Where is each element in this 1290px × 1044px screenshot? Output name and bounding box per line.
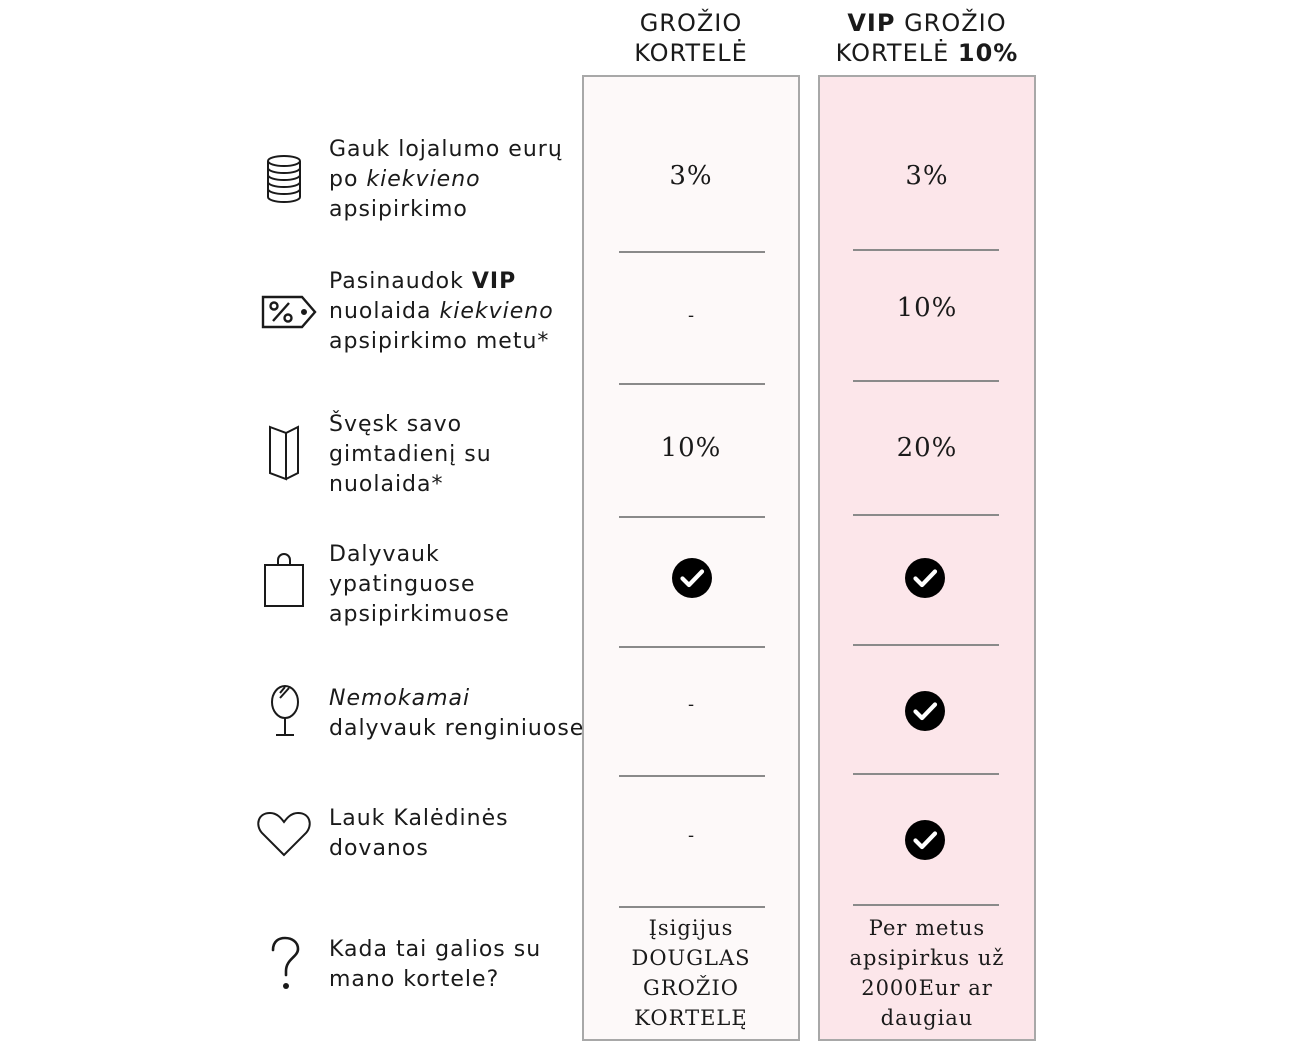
card-icon: [266, 423, 302, 481]
vip-birthday-value: 20%: [896, 433, 958, 463]
standard-condition: [583, 913, 799, 1033]
benefit-emphasis: kiekvieno: [366, 167, 481, 192]
benefit-line: ypatinguose: [329, 572, 476, 597]
benefit-text: Pasinaudok: [329, 269, 472, 294]
row-divider: [853, 904, 999, 906]
benefit-text: po: [329, 167, 367, 192]
standard-header-line2: KORTELĖ: [634, 39, 748, 67]
benefit-line: gimtadienį su: [329, 442, 492, 467]
row-divider: [619, 516, 765, 518]
benefit-line: [329, 165, 563, 195]
check-icon: [905, 691, 945, 731]
benefit-line: nuolaida*: [329, 472, 444, 497]
row-divider: [853, 644, 999, 646]
condition-line: Įsigijus: [648, 916, 734, 940]
benefit-bold: VIP: [471, 269, 517, 294]
benefit-line: Dalyvauk: [329, 542, 440, 567]
standard-header-line1: GROŽIO: [639, 9, 743, 37]
benefit-line: apsipirkimuose: [329, 602, 510, 627]
question-icon: [268, 935, 302, 993]
standard-card-header: [581, 8, 801, 68]
row-divider: [619, 383, 765, 385]
discount-tag-icon: [260, 294, 318, 330]
condition-line: Per metus: [868, 916, 986, 940]
row-divider: [853, 514, 999, 516]
benefit-christmas-gift: [329, 804, 509, 864]
row-divider: [853, 380, 999, 382]
coins-icon: [256, 154, 306, 206]
shopping-bag-icon: [262, 552, 306, 610]
check-icon: [905, 558, 945, 598]
vip-condition: [819, 913, 1035, 1033]
check-icon: [672, 558, 712, 598]
benefit-line: [329, 297, 554, 327]
benefit-vip-discount: [329, 267, 554, 357]
condition-line: apsipirkus už: [849, 946, 1005, 970]
standard-loyalty-value: 3%: [669, 161, 713, 191]
benefit-text: nuolaida: [329, 299, 440, 324]
benefit-line: mano kortele?: [329, 967, 500, 992]
vip-word: VIP: [847, 9, 896, 37]
condition-line: daugiau: [880, 1006, 974, 1030]
standard-birthday-value: 10%: [660, 433, 722, 463]
benefit-emphasis: Nemokamai: [329, 686, 471, 711]
benefit-line: Gauk lojalumo eurų: [329, 137, 563, 162]
condition-line: KORTELĘ: [634, 1006, 748, 1030]
benefit-line: Lauk Kalėdinės: [329, 806, 509, 831]
vip-header-line1-rest: GROŽIO: [895, 9, 1007, 37]
benefit-free-events: [329, 684, 584, 744]
benefit-line: dalyvauk renginiuose: [329, 716, 585, 741]
heart-icon: [256, 810, 312, 858]
vip-header-line1: [817, 8, 1037, 38]
benefit-line: [329, 684, 584, 714]
row-divider: [853, 773, 999, 775]
vip-header-line2-word: KORTELĖ: [835, 39, 958, 67]
row-divider: [619, 646, 765, 648]
benefit-special-shopping: [329, 540, 510, 630]
benefit-birthday-discount: [329, 410, 492, 500]
benefit-emphasis: kiekvieno: [439, 299, 554, 324]
vip-header-percent: 10%: [957, 39, 1019, 67]
standard-gift-value: -: [687, 825, 695, 846]
benefit-when-applies: [329, 935, 541, 995]
row-divider: [619, 906, 765, 908]
condition-line: DOUGLAS: [631, 946, 751, 970]
row-divider: [619, 251, 765, 253]
benefit-line: apsipirkimo metu*: [329, 329, 550, 354]
check-icon: [905, 820, 945, 860]
vip-header-line2: [817, 38, 1037, 68]
mirror-icon: [268, 683, 302, 739]
benefit-loyalty-euros: [329, 135, 563, 225]
condition-line: 2000Eur ar: [861, 976, 993, 1000]
benefit-line: Švęsk savo: [329, 412, 463, 437]
benefit-line: dovanos: [329, 836, 429, 861]
row-divider: [619, 775, 765, 777]
row-divider: [853, 249, 999, 251]
benefit-line: Kada tai galios su: [329, 937, 542, 962]
benefit-line: [329, 267, 554, 297]
vip-card-header: [817, 8, 1037, 68]
standard-events-value: -: [687, 694, 695, 715]
vip-discount-value: 10%: [896, 293, 958, 323]
condition-line: GROŽIO: [643, 976, 739, 1000]
standard-vip-discount-value: -: [687, 305, 695, 326]
vip-loyalty-value: 3%: [905, 161, 949, 191]
benefit-line: apsipirkimo: [329, 197, 468, 222]
